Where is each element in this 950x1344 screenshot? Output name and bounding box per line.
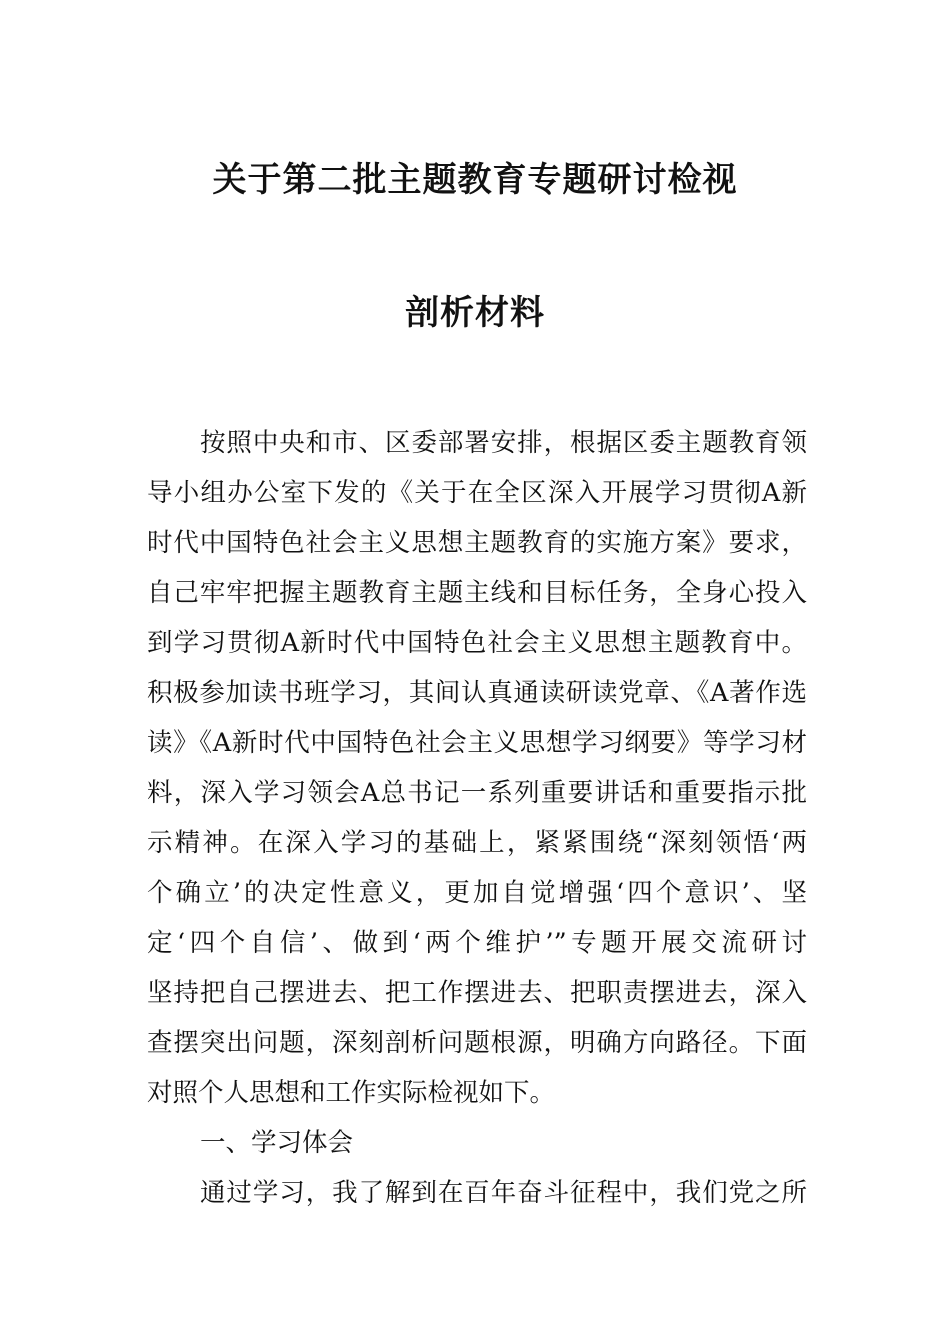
document-body xyxy=(147,424,807,1224)
paragraph-line: 时代中国特色社会主义思想主题教育的实施方案》要求， xyxy=(147,528,807,558)
document-title-line-2: 剖析材料 xyxy=(405,293,545,333)
paragraph-line: 导小组办公室下发的《关于在全区深入开展学习贯彻A新 xyxy=(147,478,807,508)
paragraph-line: 通过学习，我了解到在百年奋斗征程中，我们党之所 xyxy=(200,1178,807,1208)
paragraph-study xyxy=(147,1174,807,1224)
document-title-line-1: 关于第二批主题教育专题研讨检视 xyxy=(212,160,738,200)
paragraph-line: 到学习贯彻A新时代中国特色社会主义思想主题教育中。 xyxy=(147,628,807,658)
paragraph-line: 定‘四个自信’、做到‘两个维护’”专题开展交流研讨 xyxy=(147,928,807,958)
paragraph-line: 坚持把自己摆进去、把工作摆进去、把职责摆进去，深入 xyxy=(147,978,807,1008)
paragraph-line: 积极参加读书班学习，其间认真通读研读党章、《A著作选 xyxy=(147,678,807,708)
section-heading: 一、学习体会 xyxy=(200,1128,354,1158)
paragraph-line: 按照中央和市、区委部署安排，根据区委主题教育领 xyxy=(200,428,807,458)
paragraph-line: 料，深入学习领会A总书记一系列重要讲话和重要指示批 xyxy=(147,778,807,808)
paragraph-line: 个确立’的决定性意义，更加自觉增强‘四个意识’、坚 xyxy=(147,878,807,908)
paragraph-line: 读》《A新时代中国特色社会主义思想学习纲要》等学习材 xyxy=(147,728,807,758)
paragraph-intro xyxy=(147,424,807,1124)
paragraph-line: 查摆突出问题，深刻剖析问题根源，明确方向路径。下面 xyxy=(147,1028,807,1058)
paragraph-line: 示精神。在深入学习的基础上，紧紧围绕“深刻领悟‘两 xyxy=(147,828,807,858)
paragraph-line: 自己牢牢把握主题教育主题主线和目标任务，全身心投入 xyxy=(147,578,807,608)
paragraph-line: 对照个人思想和工作实际检视如下。 xyxy=(147,1078,556,1108)
